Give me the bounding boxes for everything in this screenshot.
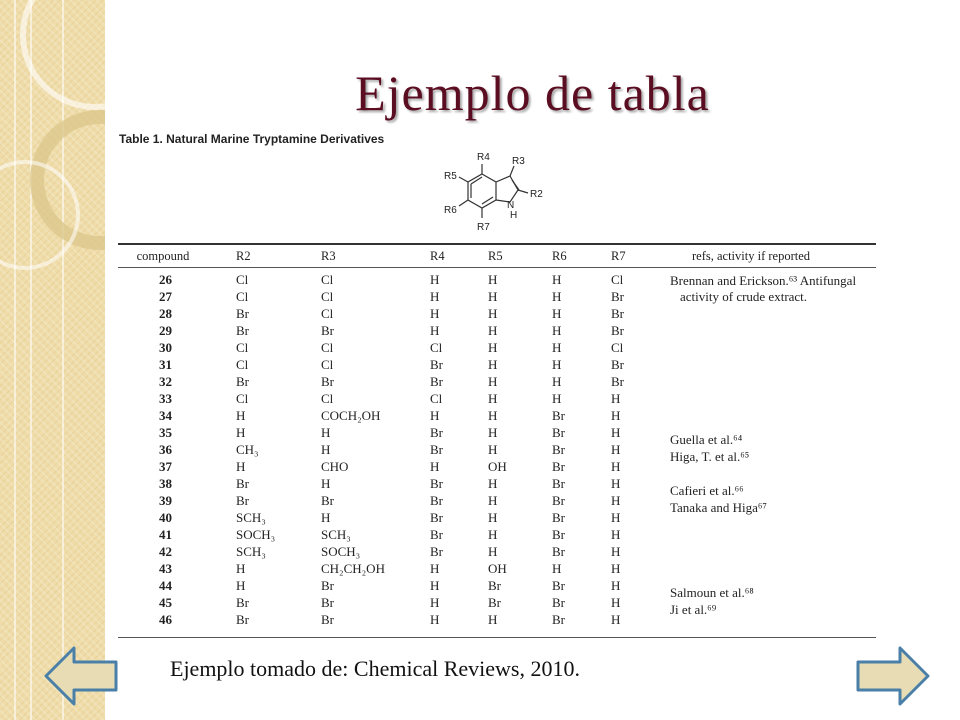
ref-text: Brennan and Erickson.⁶³ Antifungal <box>670 273 857 288</box>
table-row <box>118 475 876 492</box>
cell-r4: H <box>430 289 440 304</box>
structure-label-n: N <box>507 200 515 211</box>
cell-r5: Br <box>488 595 501 610</box>
cell-r2: Br <box>236 374 249 389</box>
cell-r2: SCH₃ <box>236 544 266 559</box>
table-row <box>118 577 876 594</box>
cell-r3: Br <box>321 595 334 610</box>
table-row <box>118 356 876 373</box>
cell-r4: H <box>430 459 440 474</box>
cell-r3: H <box>321 425 331 440</box>
cell-r5: H <box>488 544 498 559</box>
cell-r3: Br <box>321 323 334 338</box>
source-citation: Ejemplo tomado de: Chemical Reviews, 2010. <box>170 656 580 681</box>
cell-r5: H <box>488 391 498 406</box>
cell-r4: Br <box>430 357 443 372</box>
cell-r3: H <box>321 476 331 491</box>
cell-r6: H <box>552 374 562 389</box>
cell-r7: H <box>611 493 621 508</box>
cell-compound: 27 <box>159 289 172 304</box>
indole-structure-diagram <box>440 146 550 242</box>
cell-r3: Cl <box>321 306 334 321</box>
cell-r6: H <box>552 306 562 321</box>
table-row <box>118 560 876 577</box>
cell-r2: Cl <box>236 289 249 304</box>
cell-compound: 36 <box>159 442 172 457</box>
header-r4: R4 <box>430 249 445 263</box>
ref-guella: Guella et al.⁶⁴ <box>670 432 743 447</box>
cell-r6: Br <box>552 493 565 508</box>
cell-r4: Br <box>430 510 443 525</box>
cell-r6: Br <box>552 578 565 593</box>
cell-r3: H <box>321 442 331 457</box>
cell-r4: Br <box>430 374 443 389</box>
cell-r3: SOCH₃ <box>321 544 361 559</box>
cell-r2: Br <box>236 612 249 627</box>
cell-compound: 41 <box>159 527 172 542</box>
table-row <box>118 322 876 339</box>
cell-r2: Cl <box>236 272 249 287</box>
cell-r7: H <box>611 408 621 423</box>
cell-r2: Br <box>236 493 249 508</box>
structure-label-r3: R3 <box>512 156 525 167</box>
cell-r7: H <box>611 425 621 440</box>
cell-compound: 38 <box>159 476 172 491</box>
cell-compound: 29 <box>159 323 172 338</box>
table-row <box>118 441 876 458</box>
cell-r4: Br <box>430 442 443 457</box>
cell-compound: 40 <box>159 510 172 525</box>
header-refs: refs, activity if reported <box>692 249 811 263</box>
cell-r7: H <box>611 459 621 474</box>
cell-compound: 43 <box>159 561 172 576</box>
cell-r6: Br <box>552 425 565 440</box>
header-r6: R6 <box>552 249 567 263</box>
cell-r7: Br <box>611 289 624 304</box>
data-table <box>118 243 876 628</box>
cell-r7: H <box>611 612 621 627</box>
ref-ji: Ji et al.⁶⁹ <box>670 602 717 617</box>
cell-r6: Br <box>552 595 565 610</box>
cell-r7: H <box>611 561 621 576</box>
cell-compound: 42 <box>159 544 172 559</box>
cell-r2: SOCH₃ <box>236 527 276 542</box>
cell-r7: H <box>611 391 621 406</box>
cell-r3: Br <box>321 374 334 389</box>
cell-r5: OH <box>488 459 507 474</box>
cell-r7: Cl <box>611 272 624 287</box>
cell-compound: 30 <box>159 340 172 355</box>
cell-r3: CHO <box>321 459 349 474</box>
cell-r7: H <box>611 527 621 542</box>
cell-r2: Cl <box>236 340 249 355</box>
cell-r6: H <box>552 357 562 372</box>
cell-r4: Br <box>430 544 443 559</box>
header-compound: compound <box>136 249 190 263</box>
cell-r7: Br <box>611 306 624 321</box>
cell-r4: Cl <box>430 340 443 355</box>
cell-r7: H <box>611 442 621 457</box>
cell-r3: H <box>321 510 331 525</box>
table-header-row <box>118 245 876 267</box>
cell-r5: H <box>488 408 498 423</box>
structure-label-r6: R6 <box>444 205 457 216</box>
cell-r2: Br <box>236 323 249 338</box>
header-r3: R3 <box>321 249 336 263</box>
cell-r7: Br <box>611 374 624 389</box>
decorative-side-band <box>0 0 105 720</box>
cell-compound: 37 <box>159 459 172 474</box>
cell-r4: Br <box>430 493 443 508</box>
cell-r6: Br <box>552 527 565 542</box>
cell-r2: H <box>236 578 246 593</box>
cell-r6: Br <box>552 476 565 491</box>
table-bottom-rule <box>118 637 876 638</box>
cell-r5: OH <box>488 561 507 576</box>
cell-r7: H <box>611 595 621 610</box>
cell-r2: Br <box>236 595 249 610</box>
arrow-right-icon <box>858 648 928 704</box>
cell-compound: 35 <box>159 425 172 440</box>
cell-compound: 31 <box>159 357 172 372</box>
cell-r6: Br <box>552 408 565 423</box>
cell-r2: Cl <box>236 357 249 372</box>
header-r7: R7 <box>611 249 626 263</box>
table-row <box>118 611 876 628</box>
cell-r5: H <box>488 272 498 287</box>
cell-r5: H <box>488 442 498 457</box>
cell-r4: H <box>430 323 440 338</box>
cell-r5: H <box>488 476 498 491</box>
cell-r2: H <box>236 561 246 576</box>
cell-compound: 28 <box>159 306 172 321</box>
cell-r5: H <box>488 340 498 355</box>
cell-r5: H <box>488 493 498 508</box>
cell-compound: 34 <box>159 408 172 423</box>
cell-r3: SCH₃ <box>321 527 351 542</box>
table-row <box>118 594 876 611</box>
cell-r5: H <box>488 425 498 440</box>
cell-r3: Cl <box>321 272 334 287</box>
table-row <box>118 543 876 560</box>
cell-r4: H <box>430 408 440 423</box>
slide-title: Ejemplo de tabla <box>355 65 710 121</box>
cell-r7: H <box>611 510 621 525</box>
cell-r3: Cl <box>321 357 334 372</box>
table-row <box>118 458 876 475</box>
table-row <box>118 390 876 407</box>
ref-brennan <box>670 274 856 304</box>
table-body <box>118 268 876 628</box>
cell-r6: Br <box>552 510 565 525</box>
cell-r4: H <box>430 612 440 627</box>
table-row <box>118 407 876 424</box>
cell-compound: 33 <box>159 391 172 406</box>
cell-r5: H <box>488 289 498 304</box>
cell-r4: Br <box>430 527 443 542</box>
cell-r6: H <box>552 561 562 576</box>
cell-r2: Cl <box>236 391 249 406</box>
structure-label-r4: R4 <box>477 152 490 163</box>
cell-r3: Cl <box>321 289 334 304</box>
cell-r5: H <box>488 510 498 525</box>
cell-r3: Br <box>321 612 334 627</box>
table-row <box>118 305 876 322</box>
next-slide-button[interactable] <box>854 646 930 706</box>
cell-compound: 44 <box>159 578 172 593</box>
ref-salmoun: Salmoun et al.⁶⁸ <box>670 585 754 600</box>
cell-r5: H <box>488 323 498 338</box>
cell-r2: H <box>236 408 246 423</box>
table-row <box>118 339 876 356</box>
cell-r2: CH₃ <box>236 442 259 457</box>
cell-compound: 46 <box>159 612 172 627</box>
structure-label-r2: R2 <box>530 189 543 200</box>
cell-r2: Br <box>236 476 249 491</box>
cell-r2: H <box>236 459 246 474</box>
cell-r3: COCH₂OH <box>321 408 381 423</box>
table-row <box>118 526 876 543</box>
cell-r6: H <box>552 272 562 287</box>
cell-compound: 26 <box>159 272 172 287</box>
cell-r3: CH₂CH₂OH <box>321 561 385 576</box>
header-r5: R5 <box>488 249 503 263</box>
cell-compound: 32 <box>159 374 172 389</box>
ref-text: activity of crude extract. <box>680 289 808 304</box>
ref-tanaka: Tanaka and Higa⁶⁷ <box>670 500 767 515</box>
structure-label-r5: R5 <box>444 171 457 182</box>
cell-r3: Br <box>321 578 334 593</box>
cell-r7: Br <box>611 323 624 338</box>
cell-r4: Br <box>430 425 443 440</box>
cell-r6: Br <box>552 442 565 457</box>
cell-r5: H <box>488 374 498 389</box>
cell-r7: Br <box>611 357 624 372</box>
cell-r6: H <box>552 323 562 338</box>
cell-r4: H <box>430 306 440 321</box>
cell-r6: H <box>552 289 562 304</box>
cell-r2: Br <box>236 306 249 321</box>
cell-r5: Br <box>488 578 501 593</box>
cell-r6: H <box>552 340 562 355</box>
cell-r7: H <box>611 476 621 491</box>
cell-compound: 39 <box>159 493 172 508</box>
table-caption: Table 1. Natural Marine Tryptamine Derivatives <box>119 132 385 146</box>
cell-r2: H <box>236 425 246 440</box>
cell-r6: Br <box>552 612 565 627</box>
cell-r3: Br <box>321 493 334 508</box>
cell-r5: H <box>488 527 498 542</box>
cell-r5: H <box>488 612 498 627</box>
structure-label-r7: R7 <box>477 222 490 233</box>
cell-r7: Cl <box>611 340 624 355</box>
decorative-ring <box>20 0 105 110</box>
structure-label-h: H <box>510 210 518 221</box>
cell-r4: Br <box>430 476 443 491</box>
cell-r3: Cl <box>321 340 334 355</box>
arrow-left-icon <box>46 648 116 704</box>
ref-higa: Higa, T. et al.⁶⁵ <box>670 449 750 464</box>
cell-r4: H <box>430 595 440 610</box>
cell-r6: Br <box>552 544 565 559</box>
cell-compound: 45 <box>159 595 172 610</box>
ref-cafieri: Cafieri et al.⁶⁶ <box>670 483 744 498</box>
previous-slide-button[interactable] <box>44 646 120 706</box>
cell-r7: H <box>611 544 621 559</box>
cell-r2: SCH₃ <box>236 510 266 525</box>
cell-r7: H <box>611 578 621 593</box>
cell-r4: Cl <box>430 391 443 406</box>
cell-r3: Cl <box>321 391 334 406</box>
cell-r5: H <box>488 357 498 372</box>
cell-r6: Br <box>552 459 565 474</box>
table-row <box>118 424 876 441</box>
cell-r4: H <box>430 272 440 287</box>
header-r2: R2 <box>236 249 251 263</box>
cell-r6: H <box>552 391 562 406</box>
table-row <box>118 373 876 390</box>
cell-r5: H <box>488 306 498 321</box>
cell-r4: H <box>430 578 440 593</box>
cell-r4: H <box>430 561 440 576</box>
